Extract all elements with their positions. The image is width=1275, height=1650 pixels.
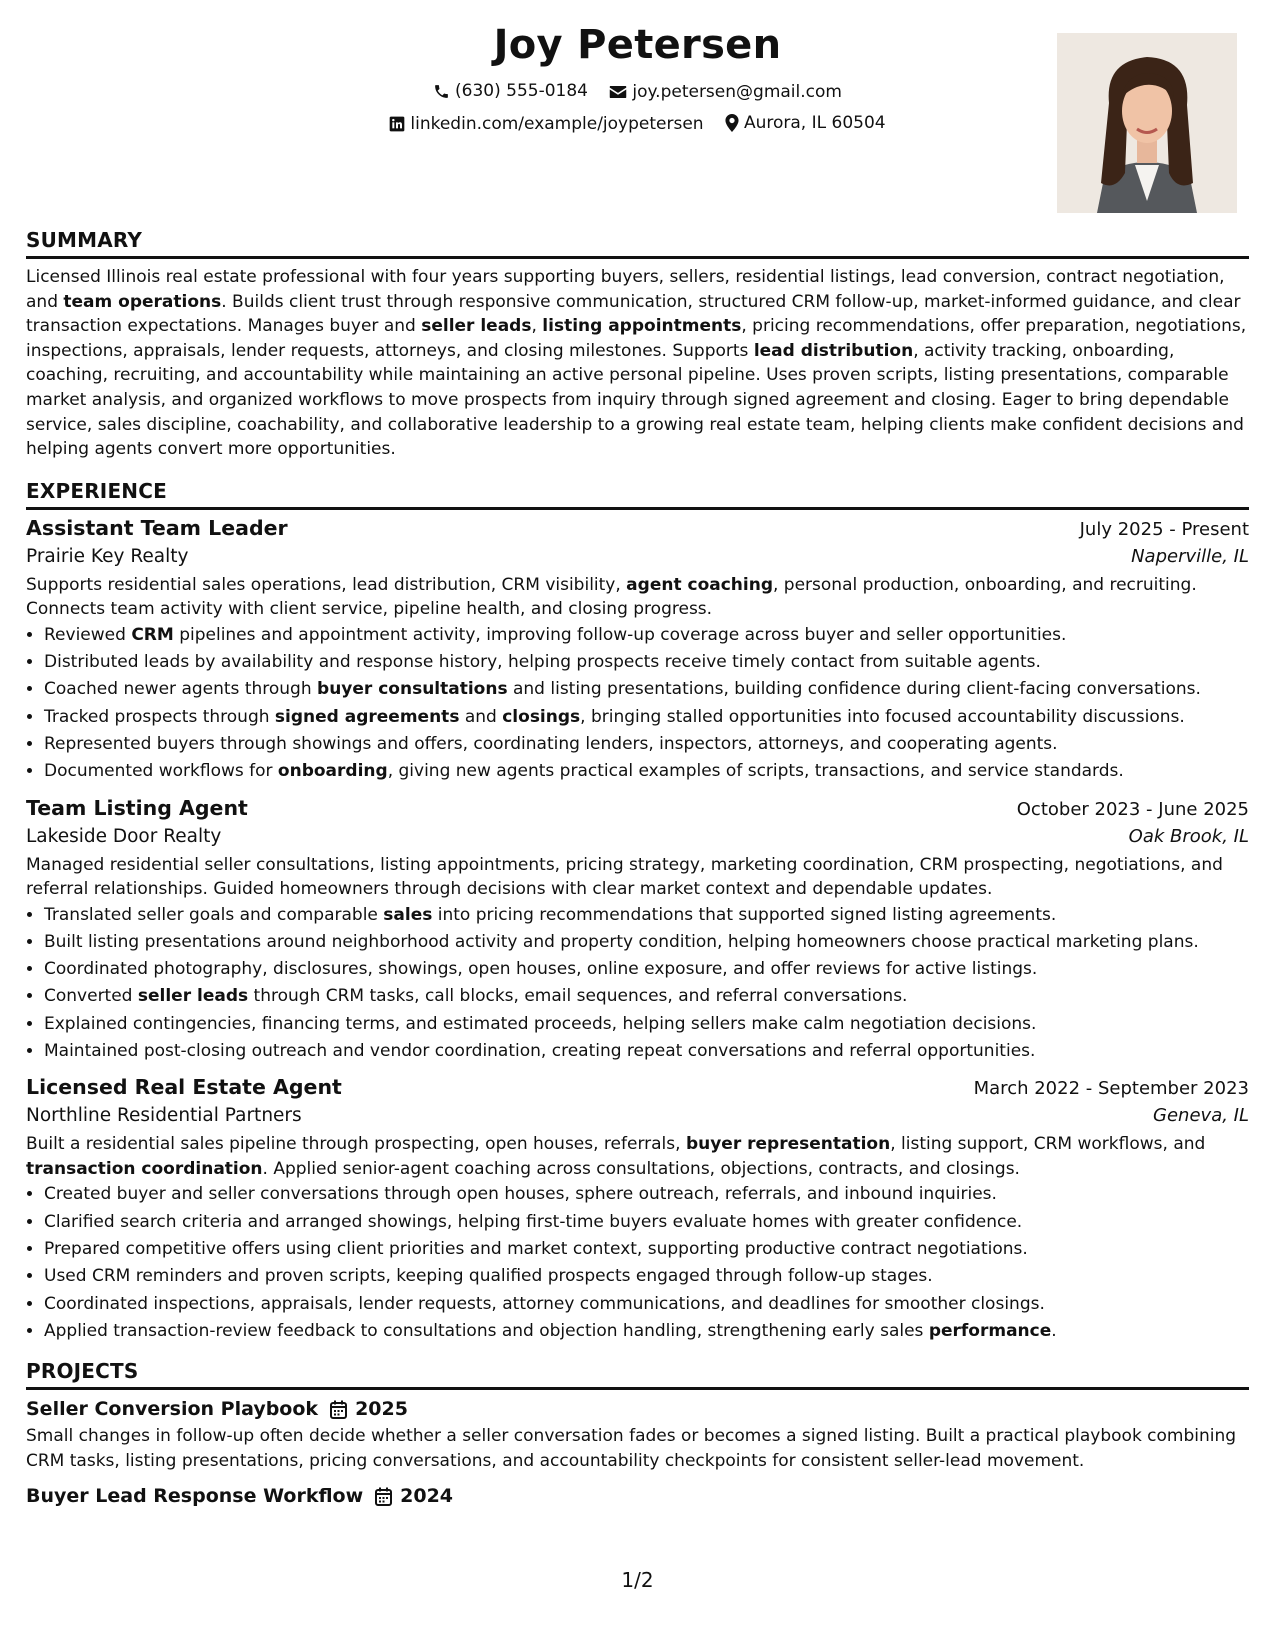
job-title: Assistant Team Leader (26, 515, 288, 540)
email-contact[interactable] (609, 81, 842, 103)
location-text: Aurora, IL 60504 (743, 113, 886, 133)
project-title: Seller Conversion Playbook (26, 1398, 319, 1421)
email-icon (609, 84, 627, 100)
location-pin-icon (725, 114, 739, 132)
emphasized-text: agent coaching (626, 574, 773, 595)
projects-section (26, 1359, 1249, 1507)
text-run: , bringing stalled opportunities into focused accountability discussions. (580, 706, 1185, 727)
text-run: Supports residential sales operations, lead distribution, CRM visibility, (26, 574, 627, 595)
experience-section (26, 479, 1249, 1345)
bullet-item (44, 758, 1249, 785)
text-run: Converted (44, 986, 138, 1007)
text-run: and (459, 706, 503, 727)
text-run: . Applied senior-agent coaching across consultations, objections, contracts, and closings. (262, 1158, 1020, 1179)
page-number: 1/2 (621, 1568, 654, 1592)
emphasized-text: listing appointments (542, 316, 742, 337)
bullet-item (44, 1291, 1249, 1318)
calendar-icon (375, 1487, 392, 1506)
company-name: Lakeside Door Realty (26, 825, 222, 847)
bullet-item (44, 649, 1249, 676)
bullet-item (44, 902, 1249, 929)
text-run: Explained contingencies, financing terms, and estimated proceeds, helping sellers make calm negotiation decisions. (44, 1013, 1037, 1034)
text-run: . Builds client trust through responsive communication, structured CRM follow-up, market-informed guidance, and clear transaction expectations. Manages buyer and (26, 291, 1241, 337)
text-run: , giving new agents practical examples of scripts, transactions, and service standards. (387, 761, 1124, 782)
job-location: Naperville, IL (1131, 545, 1249, 567)
job-entry (26, 516, 1249, 786)
text-run: Translated seller goals and comparable (44, 904, 384, 925)
phone-number: (630) 555-0184 (455, 81, 588, 101)
emphasized-text: seller leads (421, 316, 532, 337)
project-description: Small changes in follow-up often decide whether a seller conversation fades or becomes a signed listing. Built a practical playbook combining CRM tasks, listing presentations, pricing conversations, and accountability checkpoints for consistent seller-lead movement. (26, 1426, 1237, 1471)
bullet-item (44, 929, 1249, 956)
text-run: Clarified search criteria and arranged showings, helping first-time buyers evaluate homes with greater confidence. (44, 1211, 1023, 1232)
emphasized-text: signed agreements (274, 706, 460, 727)
section-title-projects: PROJECTS (26, 1359, 1249, 1390)
job-entry (26, 796, 1249, 1066)
project-year: 2025 (355, 1398, 408, 1421)
company-name: Northline Residential Partners (26, 1105, 302, 1127)
text-run: Coordinated photography, disclosures, showings, open houses, online exposure, and offer reviews for active listings. (44, 959, 1038, 980)
project-title: Buyer Lead Response Workflow (26, 1485, 364, 1508)
bullet-item (44, 1236, 1249, 1263)
company-name: Prairie Key Realty (26, 545, 189, 567)
emphasized-text: transaction coordination (26, 1158, 263, 1179)
phone-contact[interactable] (433, 80, 588, 102)
emphasized-text: onboarding (277, 761, 388, 782)
location-contact (725, 112, 886, 134)
emphasized-text: lead distribution (753, 340, 914, 361)
resume-header (26, 0, 1249, 230)
text-run: . (1051, 1320, 1057, 1341)
project-heading (26, 1485, 1249, 1507)
bullet-item (44, 956, 1249, 983)
emphasized-text: buyer representation (685, 1134, 891, 1155)
bullet-item (44, 704, 1249, 731)
text-run: Created buyer and seller conversations through open houses, sphere outreach, referrals, and inbound inquiries. (44, 1184, 997, 1205)
job-bullet-list (26, 1181, 1249, 1345)
bullet-item (44, 1011, 1249, 1038)
linkedin-contact[interactable] (389, 113, 703, 135)
section-title-experience: EXPERIENCE (26, 479, 1249, 510)
text-run: Licensed Illinois real estate professional with four years supporting buyers, sellers, residential listings, lead conversion, contract negotiation, and (26, 267, 1225, 312)
job-location: Geneva, IL (1153, 1105, 1249, 1127)
bullet-item (44, 1181, 1249, 1208)
job-description (26, 1132, 1249, 1181)
job-bullet-list (26, 622, 1249, 786)
job-title: Licensed Real Estate Agent (26, 1075, 342, 1100)
job-dates: March 2022 - September 2023 (973, 1078, 1249, 1100)
profile-photo (1057, 33, 1237, 213)
bullet-item (44, 1209, 1249, 1236)
section-title-summary: SUMMARY (26, 228, 1249, 259)
phone-icon (433, 83, 450, 100)
summary-text (26, 265, 1249, 462)
text-run: and listing presentations, building confidence during client-facing conversations. (507, 679, 1201, 700)
bullet-item (44, 622, 1249, 649)
text-run: , listing support, CRM workflows, and (890, 1134, 1206, 1155)
text-run: Managed residential seller consultations, listing appointments, pricing strategy, marketing coordination, CRM prospecting, negotiations, and referral relationships. Guided homeowners through decisions with clear market context and dependable updates. (26, 854, 1223, 900)
text-run: Coached newer agents through (44, 679, 318, 700)
bullet-item (44, 983, 1249, 1010)
candidate-name: Joy Petersen (493, 22, 782, 68)
text-run: through CRM tasks, call blocks, email sequences, and referral conversations. (248, 986, 908, 1007)
job-dates: October 2023 - June 2025 (1016, 798, 1249, 820)
text-run: Built listing presentations around neighborhood activity and property condition, helping homeowners choose practical marketing plans. (44, 931, 1199, 952)
text-run: pipelines and appointment activity, improving follow-up coverage across buyer and seller opportunities. (173, 624, 1067, 645)
text-run: Distributed leads by availability and response history, helping prospects receive timely contact from suitable agents. (44, 652, 1041, 673)
summary-section (26, 228, 1249, 462)
job-dates: July 2025 - Present (1079, 518, 1249, 540)
calendar-icon (330, 1400, 347, 1419)
text-run: Coordinated inspections, appraisals, lender requests, attorney communications, and deadlines for smoother closings. (44, 1293, 1045, 1314)
emphasized-text: seller leads (137, 986, 249, 1007)
text-run: Represented buyers through showings and offers, coordinating lenders, inspectors, attorneys, and cooperating agents. (44, 733, 1058, 754)
job-title: Team Listing Agent (26, 795, 248, 820)
project-year: 2024 (400, 1485, 454, 1508)
bullet-item (44, 1263, 1249, 1290)
emphasized-text: sales (383, 904, 433, 925)
text-run: Reviewed (44, 624, 132, 645)
job-description (26, 573, 1249, 622)
job-entry (26, 1075, 1249, 1345)
text-run: Maintained post-closing outreach and vendor coordination, creating repeat conversations and referral opportunities. (44, 1041, 1036, 1062)
bullet-item (44, 731, 1249, 758)
emphasized-text: team operations (63, 291, 222, 312)
text-run: Prepared competitive offers using client priorities and market context, supporting productive contract negotiations. (44, 1238, 1028, 1259)
emphasized-text: performance (928, 1320, 1052, 1341)
text-run: Used CRM reminders and proven scripts, keeping qualified prospects engaged through follow-up stages. (44, 1266, 933, 1287)
text-run: , activity tracking, onboarding, coaching, recruiting, and accountability while maintaining an active personal pipeline. Uses proven scripts, listing presentations, comparable market analysis, and organized workflows to move prospects from inquiry through signed agreement and closing. Eager to bring dependable service, sales discipline, coachability, and collaborative leadership to a growing real estate team, helping clients make confident decisions and helping agents convert more opportunities. (26, 340, 1244, 460)
text-run: Documented workflows for (44, 761, 278, 782)
linkedin-url: linkedin.com/example/joypetersen (410, 114, 704, 134)
project-heading (26, 1398, 1249, 1420)
email-address: joy.petersen@gmail.com (632, 81, 842, 102)
text-run: , (531, 316, 543, 337)
job-bullet-list (26, 902, 1249, 1066)
emphasized-text: buyer consultations (317, 679, 508, 700)
job-description (26, 853, 1249, 902)
text-run: , pricing recommendations, offer preparation, negotiations, inspections, appraisals, lender requests, attorneys, and closing milestones. Supports (26, 316, 1247, 361)
emphasized-text: CRM (131, 624, 174, 645)
bullet-item (44, 676, 1249, 703)
text-run: into pricing recommendations that supported signed listing agreements. (432, 904, 1057, 925)
job-location: Oak Brook, IL (1128, 825, 1249, 847)
bullet-item (44, 1038, 1249, 1065)
linkedin-icon (389, 116, 405, 132)
text-run: Applied transaction-review feedback to consultations and objection handling, strengthening early sales (44, 1320, 929, 1341)
bullet-item (44, 1318, 1249, 1345)
emphasized-text: closings (502, 706, 581, 727)
text-run: Tracked prospects through (44, 706, 275, 727)
text-run: Built a residential sales pipeline through prospecting, open houses, referrals, (26, 1134, 686, 1155)
text-run: , personal production, onboarding, and recruiting. Connects team activity with client service, pipeline health, and closing progress. (26, 574, 1197, 620)
